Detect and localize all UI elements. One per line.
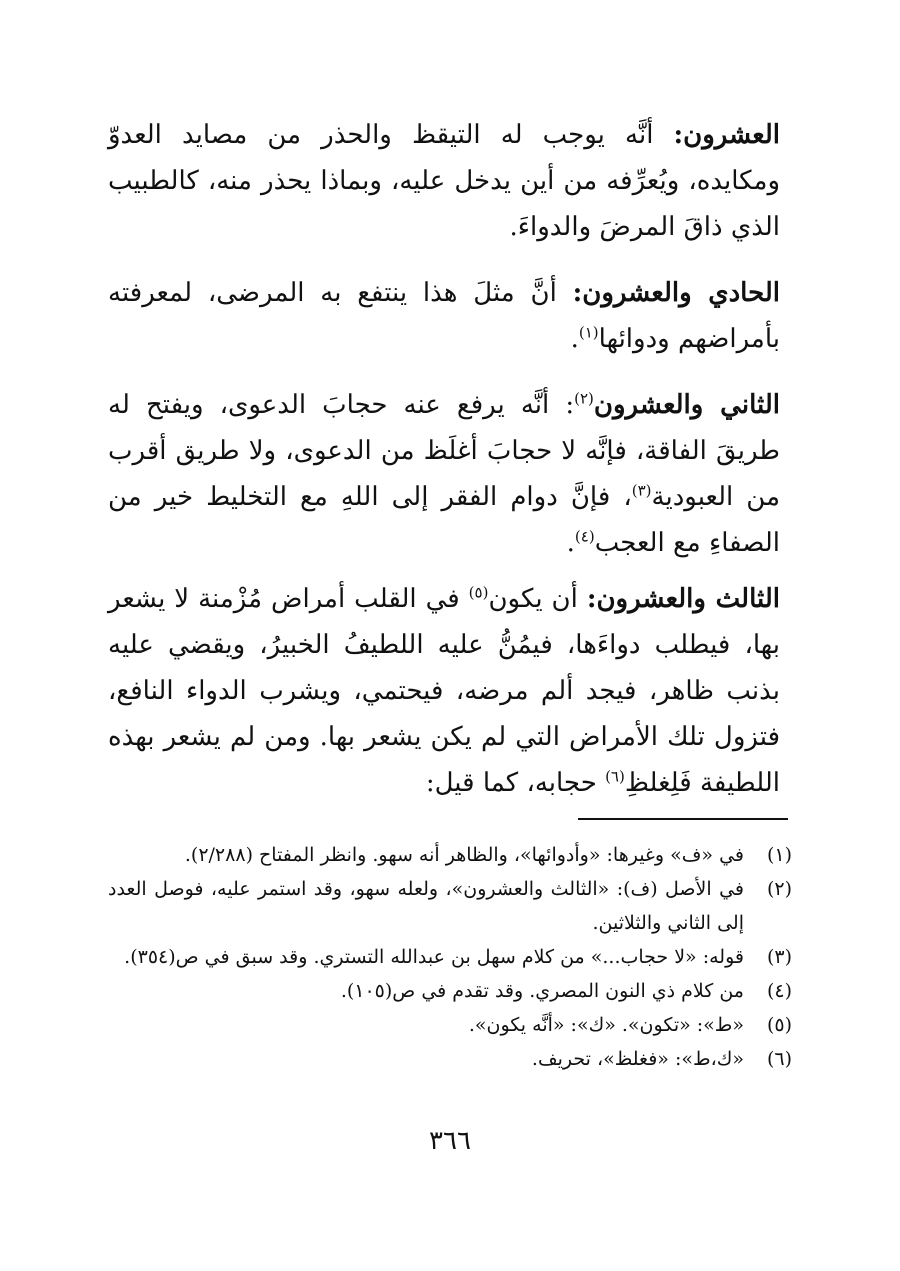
footnote-divider — [578, 818, 788, 820]
paragraph-heading: الثاني والعشرون — [593, 390, 781, 420]
paragraph-text-mid: ، فإنَّ دوام الفقر إلى اللهِ مع التخليط خير من الصفاءِ مع العجب — [108, 482, 780, 558]
footnote-ref: (١) — [578, 323, 599, 342]
footnote-ref: (٥) — [468, 583, 489, 602]
paragraph-text-end: . — [570, 324, 579, 354]
footnote-item — [108, 1042, 792, 1076]
paragraph-text-mid: في القلب أمراض مُزْمنة لا يشعر بها، فيطلب دواءَها، فيمُنُّ عليه اللطيفُ الخبيرُ، ويقضي عليه بذنب ظاهر، فيجد ألم مرضه، فيحتمي، ويشرب الدواء النافع، فتزول تلك الأمراض التي لم يكن يشعر بها. ومن لم يشعر بهذه اللطيفة فَلِغلظِ — [108, 584, 780, 798]
footnote-number: (٤) — [766, 980, 792, 1002]
paragraph-text-end: حجابه، كما قيل: — [425, 768, 606, 798]
paragraph-text: : أنَّه يرفع عنه حجابَ الدعوى، ويفتح له طريقَ الفاقة، فإنَّه لا حجابَ أغلَظ من الدعوى، ولا طريق أقرب من العبودية — [108, 390, 781, 512]
paragraph-text: أن يكون — [488, 584, 578, 614]
paragraph-heading: العشرون: — [673, 120, 780, 150]
paragraph-heading: الثالث والعشرون: — [586, 584, 781, 614]
footnote-text: في الأصل (ف): «الثالث والعشرون»، ولعله سهو، وقد استمر عليه، فوصل العدد إلى الثاني والثلاثين. — [108, 878, 744, 934]
paragraph-20 — [108, 112, 780, 250]
paragraph-23 — [108, 576, 780, 806]
footnote-number: (٣) — [766, 946, 792, 968]
paragraph-heading: الحادي والعشرون: — [572, 278, 780, 308]
footnote-text: «ك،ط»: «فغلظ»، تحريف. — [531, 1048, 744, 1070]
footnote-item — [108, 974, 792, 1008]
footnote-ref: (٢) — [574, 389, 594, 408]
footnote-item — [108, 940, 792, 974]
paragraph-text: أنَّ مثلَ هذا ينتفع به المرضى، لمعرفته بأمراضهم ودوائها — [108, 278, 780, 354]
footnote-number: (٢) — [766, 878, 792, 900]
paragraph-22 — [108, 382, 780, 566]
footnote-number: (٦) — [766, 1048, 792, 1070]
footnote-number: (١) — [766, 844, 792, 866]
footnote-text: من كلام ذي النون المصري. وقد تقدم في ص(١٠٥). — [340, 980, 744, 1002]
footnote-text: «ط»: «تكون». «ك»: «أنَّه يكون». — [468, 1014, 744, 1036]
footnote-item — [108, 872, 792, 940]
footnote-number: (٥) — [766, 1014, 792, 1036]
footnote-item — [108, 1008, 792, 1042]
footnote-ref: (٤) — [574, 527, 595, 546]
paragraph-text-end: . — [566, 528, 575, 558]
paragraph-21 — [108, 270, 780, 362]
footnote-ref: (٣) — [631, 481, 652, 500]
paragraph-text: أنَّه يوجب له التيقظ والحذر من مصايد العدوّ ومكايده، ويُعرِّفه من أين يدخل عليه، وبماذا يحذر منه، كالطبيب الذي ذاقَ المرضَ والدواءَ. — [108, 120, 780, 242]
footnote-ref: (٦) — [605, 767, 625, 786]
footnote-text: قوله: «لا حجاب...» من كلام سهل بن عبدالله التستري. وقد سبق في ص(٣٥٤). — [124, 946, 744, 968]
footnote-item — [108, 838, 792, 872]
page-number: ٣٦٦ — [429, 1126, 471, 1156]
footnote-text: في «ف» وغيرها: «وأدوائها»، والظاهر أنه سهو. وانظر المفتاح (٢/٢٨٨). — [184, 844, 744, 866]
footnotes — [108, 838, 792, 1076]
